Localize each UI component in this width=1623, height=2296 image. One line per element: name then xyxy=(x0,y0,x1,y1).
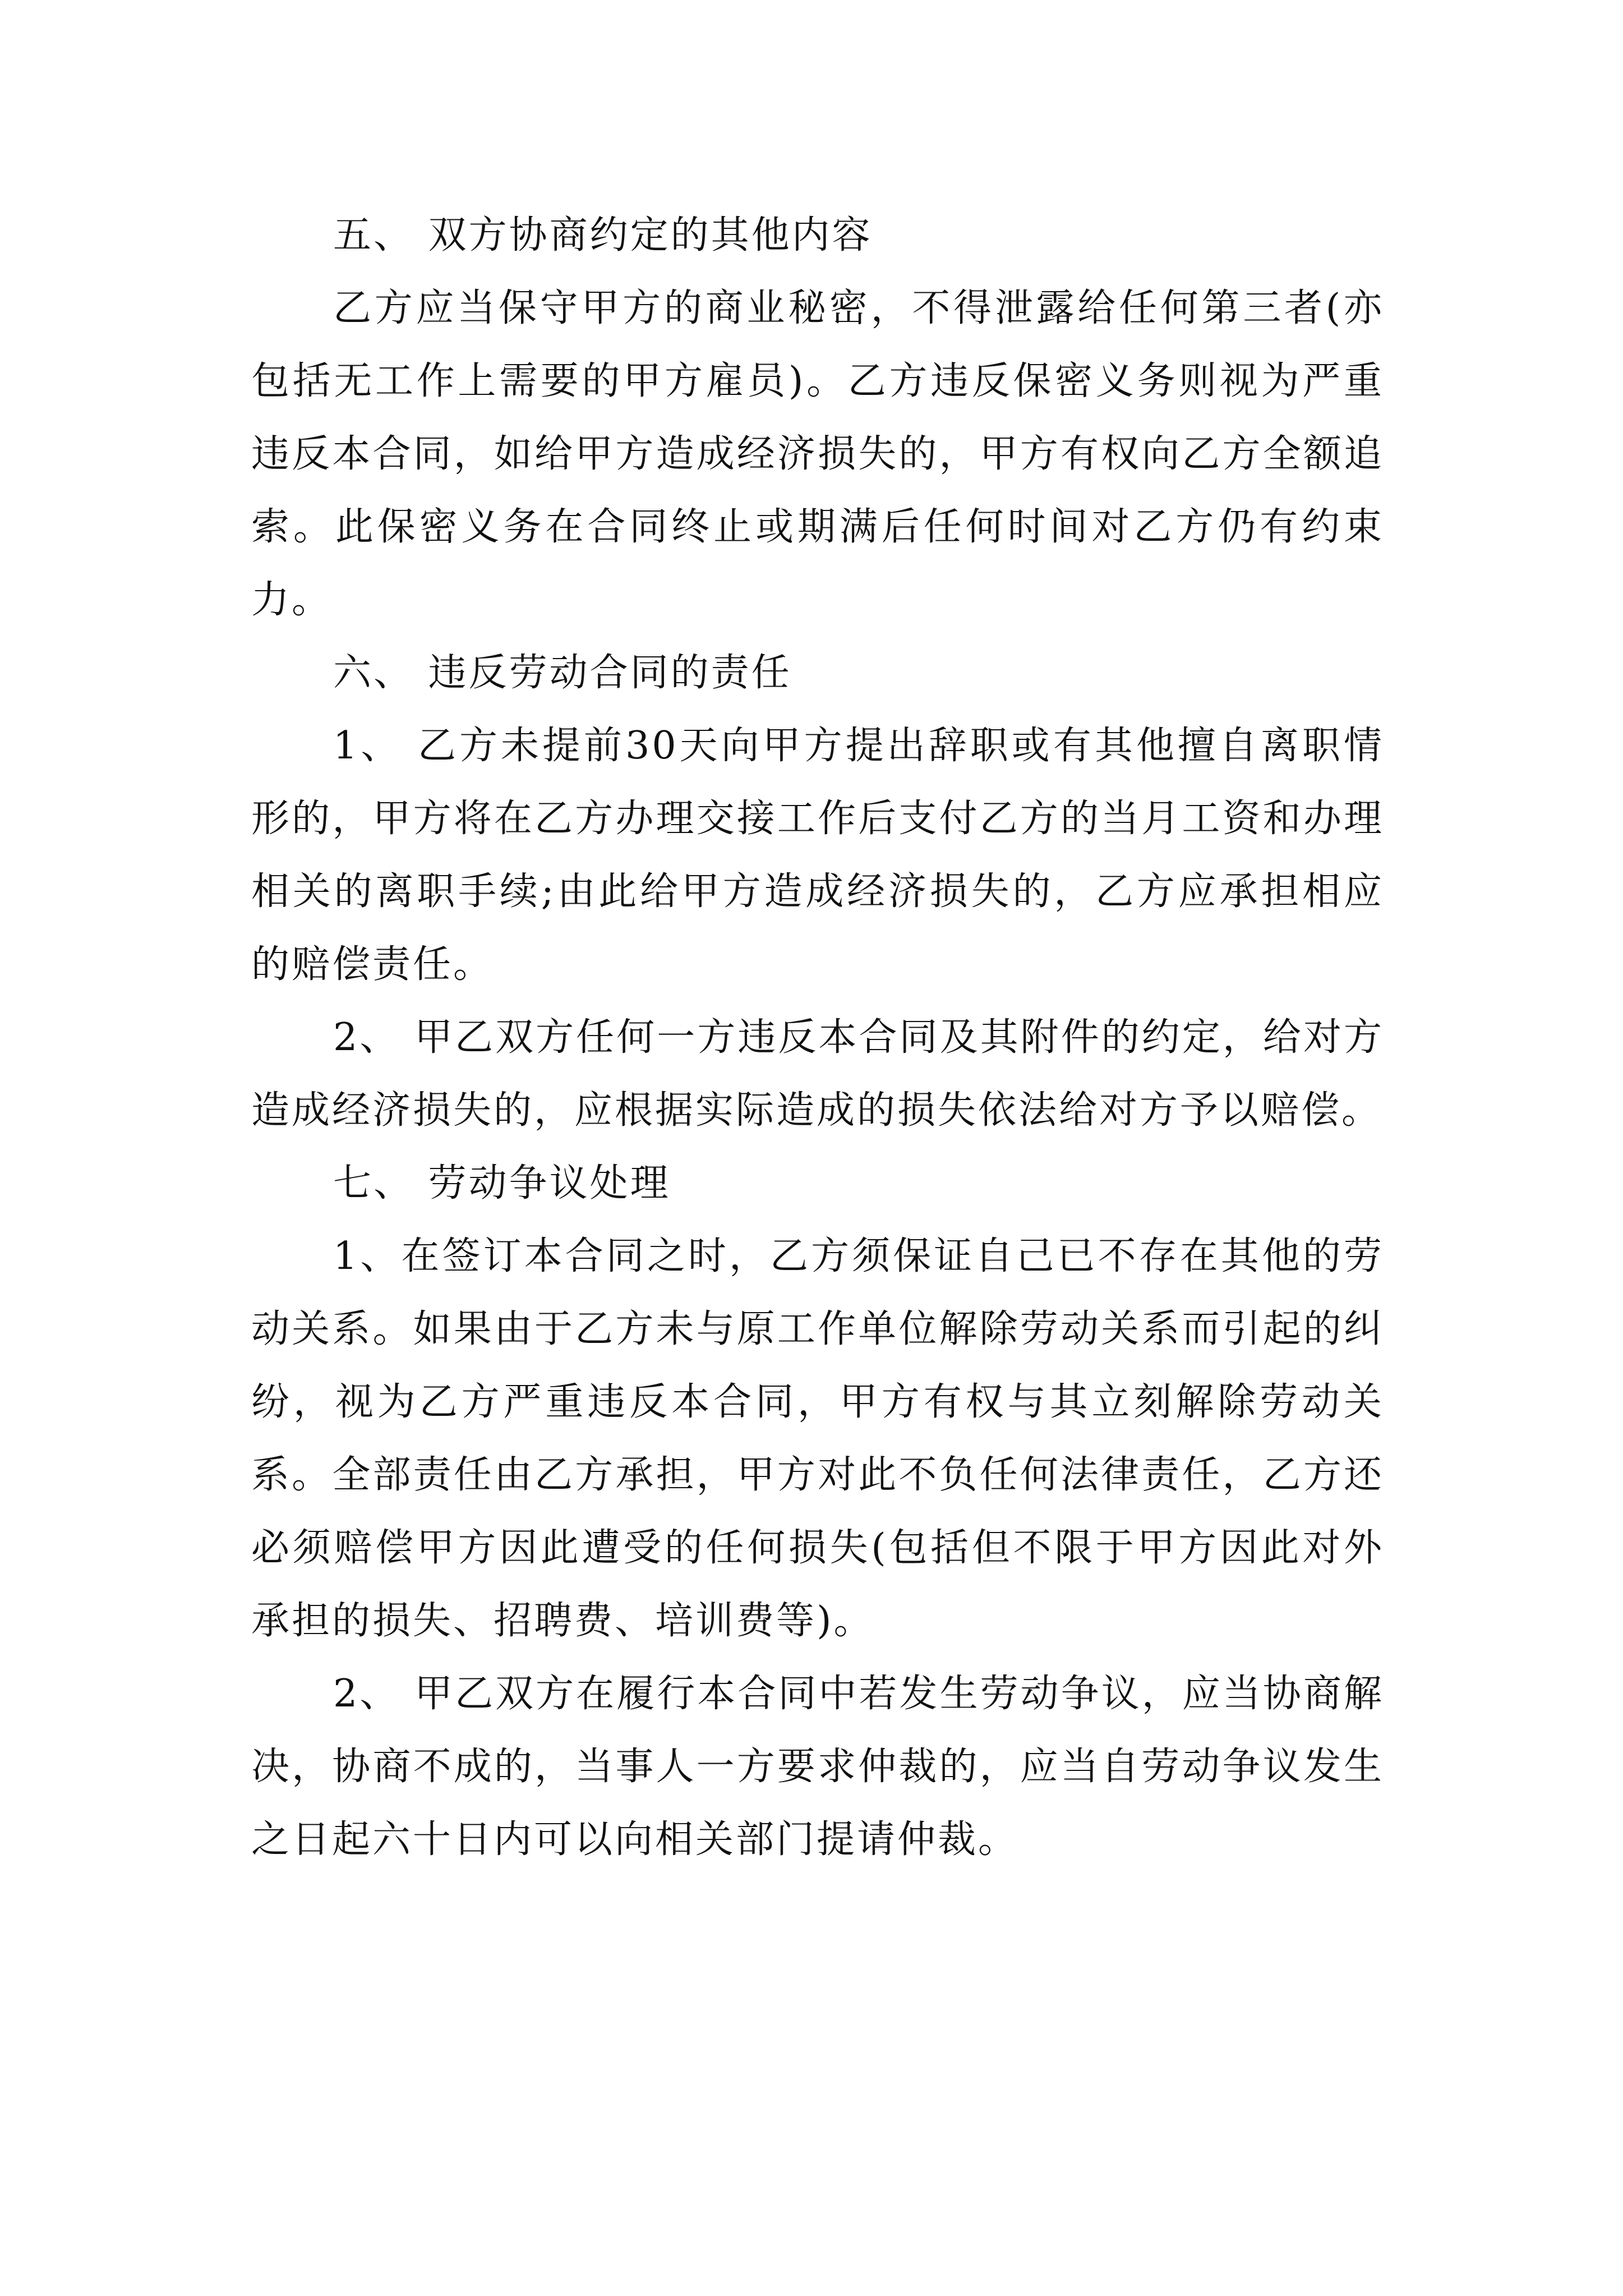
document-body xyxy=(251,199,1384,1876)
paragraph-breach-compensation: 2、 甲乙双方任何一方违反本合同及其附件的约定，给对方造成经济损失的，应根据实际造成的损失依法给对方予以赔偿。 xyxy=(251,1015,1384,1133)
paragraph-confidentiality: 乙方应当保守甲方的商业秘密，不得泄露给任何第三者(亦包括无工作上需要的甲方雇员)。乙方违反保密义务则视为严重违反本合同，如给甲方造成经济损失的，甲方有权向乙方全额追索。此保密义务在合同终止或期满后任何时间对乙方仍有约束力。 xyxy=(251,286,1384,622)
section-heading-6: 六、 违反劳动合同的责任 xyxy=(333,651,792,695)
paragraph-prior-employment: 1、在签订本合同之时，乙方须保证自己已不存在其他的劳动关系。如果由于乙方未与原工作单位解除劳动关系而引起的纠纷，视为乙方严重违反本合同，甲方有权与其立刻解除劳动关系。全部责任由乙方承担，甲方对此不负任何法律责任，乙方还必须赔偿甲方因此遭受的任何损失(包括但不限于甲方因此对外承担的损失、招聘费、培训费等)。 xyxy=(251,1234,1385,1643)
section-heading-7: 七、 劳动争议处理 xyxy=(333,1161,671,1205)
paragraph-resignation-notice: 1、 乙方未提前30天向甲方提出辞职或有其他擅自离职情形的，甲方将在乙方办理交接工作后支付乙方的当月工资和办理相关的离职手续;由此给甲方造成经济损失的，乙方应承担相应的赔偿责任。 xyxy=(251,724,1384,987)
paragraph-dispute-arbitration: 2、 甲乙双方在履行本合同中若发生劳动争议，应当协商解决，协商不成的，当事人一方要求仲裁的，应当自劳动争议发生之日起六十日内可以向相关部门提请仲裁。 xyxy=(251,1672,1384,1862)
section-heading-5: 五、 双方协商约定的其他内容 xyxy=(333,213,873,257)
